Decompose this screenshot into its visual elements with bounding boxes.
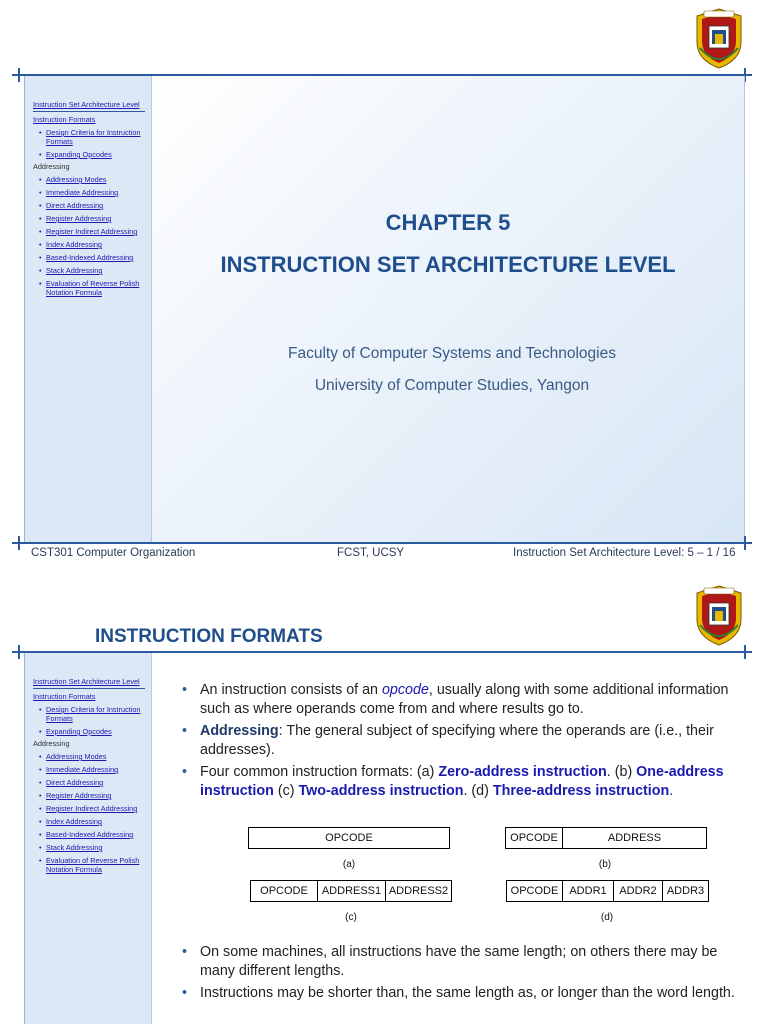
sidebar-item[interactable]: • Addressing Modes xyxy=(39,752,145,761)
bullet-list-top xyxy=(182,681,742,800)
bullet-addressing: • Addressing: The general subject of specifying where the operands are (i.e., their addresses). xyxy=(182,722,742,759)
sidebar-section-instruction-formats[interactable]: Instruction Formats xyxy=(33,692,96,701)
format-cell: ADDR1 xyxy=(562,881,613,901)
format-cell: OPCODE xyxy=(325,832,373,844)
format-a-box xyxy=(248,827,450,849)
sidebar-separator xyxy=(33,111,145,112)
sidebar-list xyxy=(33,175,145,297)
sidebar-item[interactable]: • Expanding Opcodes xyxy=(39,727,145,736)
sidebar-item[interactable]: • Index Addressing xyxy=(39,240,145,249)
sidebar-list xyxy=(33,752,145,874)
format-d-box xyxy=(506,880,709,902)
format-cell: ADDR2 xyxy=(613,881,662,901)
footer-rule xyxy=(18,542,750,544)
format-c-box xyxy=(250,880,452,902)
format-cell: OPCODE xyxy=(510,832,558,844)
sidebar-section-addressing: Addressing xyxy=(33,162,70,171)
format-cell: ADDR3 xyxy=(662,881,708,901)
chapter-number: CHAPTER 5 xyxy=(385,210,511,235)
footer-course: CST301 Computer Organization xyxy=(31,547,196,559)
sidebar-title-link[interactable]: Instruction Set Architecture Level xyxy=(33,100,140,109)
sidebar-item[interactable]: • Based-Indexed Addressing xyxy=(39,830,145,839)
sidebar-item[interactable]: • Register Indirect Addressing xyxy=(39,227,145,236)
sidebar-title-link[interactable]: Instruction Set Architecture Level xyxy=(33,677,140,686)
faculty-name: Faculty of Computer Systems and Technologies xyxy=(288,345,616,362)
sidebar-item[interactable]: • Register Indirect Addressing xyxy=(39,804,145,813)
sidebar-separator xyxy=(33,688,145,689)
sidebar-section-instruction-formats[interactable]: Instruction Formats xyxy=(33,115,96,124)
format-cell: ADDRESS2 xyxy=(385,881,451,901)
footer-page: Instruction Set Architecture Level: 5 – 1 / 16 xyxy=(513,547,736,559)
chapter-title: INSTRUCTION SET ARCHITECTURE LEVEL xyxy=(220,252,676,277)
sidebar-item[interactable]: • Evaluation of Reverse Polish Notation Formula xyxy=(39,279,145,297)
sidebar-item[interactable]: • Based-Indexed Addressing xyxy=(39,253,145,262)
slide-heading: INSTRUCTION FORMATS xyxy=(95,626,323,647)
sidebar-item[interactable]: • Immediate Addressing xyxy=(39,765,145,774)
sidebar-item[interactable]: • Stack Addressing xyxy=(39,843,145,852)
corner-mark xyxy=(738,645,752,659)
sidebar-item[interactable]: • Direct Addressing xyxy=(39,778,145,787)
bullet-list-bottom xyxy=(182,943,742,1003)
sidebar-list xyxy=(33,128,145,159)
sidebar-item[interactable]: • Expanding Opcodes xyxy=(39,150,145,159)
bullet-same-length: • On some machines, all instructions have the same length; on others there may be many different lengths. xyxy=(182,943,742,980)
sidebar-item[interactable]: • Register Addressing xyxy=(39,791,145,800)
university-logo xyxy=(694,8,744,70)
corner-mark xyxy=(12,536,26,550)
sidebar-navigation xyxy=(25,653,152,1024)
bullet-opcode: • An instruction consists of an opcode, usually along with some additional information such as where operands come from and where results go to. xyxy=(182,681,742,718)
format-cell: ADDRESS1 xyxy=(317,881,385,901)
format-d-caption: (d) xyxy=(600,912,614,923)
format-cell: OPCODE xyxy=(260,885,308,897)
bullet-formats: • Four common instruction formats: (a) Zero-address instruction. (b) One-address instruction (c) Two-address instruction. (d) Three-address instruction. xyxy=(182,763,742,800)
sidebar-item[interactable]: • Immediate Addressing xyxy=(39,188,145,197)
sidebar-section-addressing: Addressing xyxy=(33,739,70,748)
title-slide-panel xyxy=(152,76,745,542)
sidebar-item[interactable]: • Design Criteria for Instruction Formats xyxy=(39,128,145,146)
corner-mark xyxy=(738,536,752,550)
format-b-caption: (b) xyxy=(598,859,612,870)
sidebar-item[interactable]: • Stack Addressing xyxy=(39,266,145,275)
sidebar-item[interactable]: • Index Addressing xyxy=(39,817,145,826)
sidebar-navigation xyxy=(25,76,152,542)
sidebar-item[interactable]: • Addressing Modes xyxy=(39,175,145,184)
sidebar-list xyxy=(33,705,145,736)
format-cell: ADDRESS xyxy=(562,828,706,848)
sidebar-item[interactable]: • Direct Addressing xyxy=(39,201,145,210)
sidebar-item[interactable]: • Design Criteria for Instruction Formats xyxy=(39,705,145,723)
footer-center: FCST, UCSY xyxy=(337,547,405,559)
format-cell: OPCODE xyxy=(510,885,559,897)
university-logo xyxy=(694,585,744,647)
university-name: University of Computer Studies, Yangon xyxy=(314,377,590,394)
sidebar-item[interactable]: • Register Addressing xyxy=(39,214,145,223)
format-b-box xyxy=(505,827,707,849)
format-c-caption: (c) xyxy=(345,912,357,923)
format-a-caption: (a) xyxy=(342,859,356,870)
sidebar-item[interactable]: • Evaluation of Reverse Polish Notation Formula xyxy=(39,856,145,874)
bullet-word-length: • Instructions may be shorter than, the same length as, or longer than the word length. xyxy=(182,984,742,1003)
